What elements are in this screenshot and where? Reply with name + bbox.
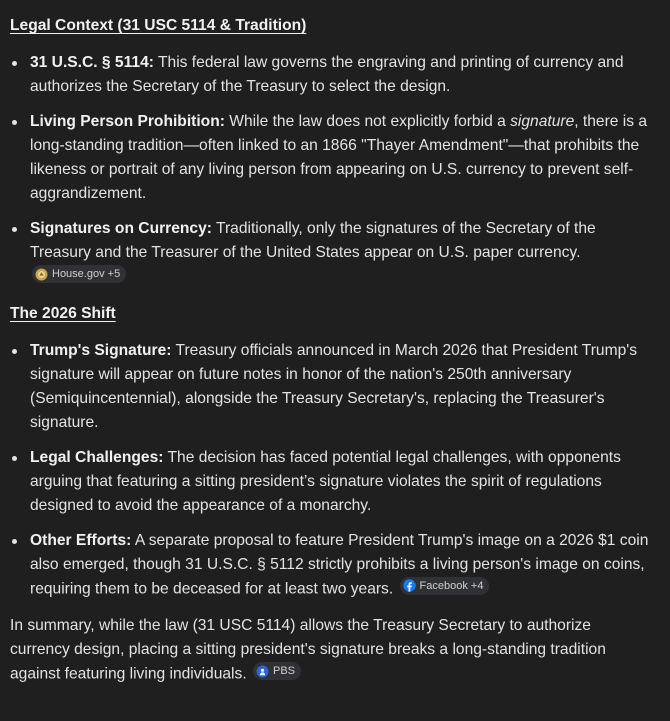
list-item <box>10 217 650 290</box>
summary-text: In summary, while the law (31 USC 5114) allows the Treasury Secretary to authorize currency design, placing a sitting president's signature breaks a long-standing tradition against featuring living individuals. <box>10 617 606 683</box>
source-chip-house-gov[interactable] <box>32 265 126 283</box>
list-item-term: Trump's Signature: <box>30 341 172 359</box>
list-item <box>10 339 650 435</box>
list-item-text: Traditionally, only the signatures of the Secretary of the Treasury and the Treasurer of the United States appear on U.S. paper currency. <box>30 220 596 261</box>
list-item-text: A separate proposal to feature President Trump's image on a 2026 $1 coin also emerged, though 31 U.S.C. § 5112 strictly prohibits a living person's image on coins, requiring them to be deceased for at least two years. <box>30 531 649 597</box>
list-item-text: The decision has faced potential legal challenges, with opponents arguing that featuring a sitting president’s signature violates the spirit of regulations designed to avoid the appearance of a monarchy. <box>30 448 621 514</box>
list-item-text: While the law does not explicitly forbid a <box>224 113 511 130</box>
list-item-text: Treasury officials announced in March 2026 that President Trump's signature will appear on future notes in honor of the nation's 250th anniversary (Semiquincentennial), alongside the Treasury Secretary's, replacing the Treasurer's signature. <box>30 341 638 431</box>
list-item-text: , there is a long-standing tradition—often linked to an 1866 "Thayer Amendment"—that prohibits the likeness or portrait of any living person from appearing on U.S. currency to prevent self-aggrandizement. <box>30 113 648 202</box>
section-heading-legal-context: Legal Context (31 USC 5114 & Tradition) <box>10 17 307 34</box>
list-item-term: Living Person Prohibition: <box>30 113 225 130</box>
list-item-emphasis: signature <box>510 113 575 130</box>
list-item-term: Other Efforts: <box>30 531 132 549</box>
list-item <box>10 529 650 602</box>
legal-context-list <box>10 51 650 290</box>
source-chip-facebook[interactable] <box>400 577 490 595</box>
summary-paragraph <box>10 614 650 687</box>
source-chip-label: PBS <box>273 665 296 677</box>
list-item <box>10 110 650 206</box>
shift-list <box>10 339 650 602</box>
list-item-text: This federal law governs the engraving and printing of currency and authorizes the Secretary of the Treasury to select the design. <box>30 54 624 95</box>
section-heading-2026-shift: The 2026 Shift <box>10 304 116 322</box>
house-gov-seal-icon <box>35 268 48 281</box>
list-item-term: Legal Challenges: <box>30 448 164 466</box>
list-item <box>10 446 650 518</box>
source-chip-pbs[interactable] <box>253 662 301 680</box>
list-item-term: Signatures on Currency: <box>30 220 212 237</box>
source-chip-label: House.gov +5 <box>52 268 121 280</box>
source-chip-label: Facebook +4 <box>419 579 484 592</box>
pbs-icon <box>256 665 269 678</box>
facebook-icon <box>403 579 416 592</box>
list-item <box>10 51 650 99</box>
list-item-term: 31 U.S.C. § 5114: <box>30 54 154 71</box>
